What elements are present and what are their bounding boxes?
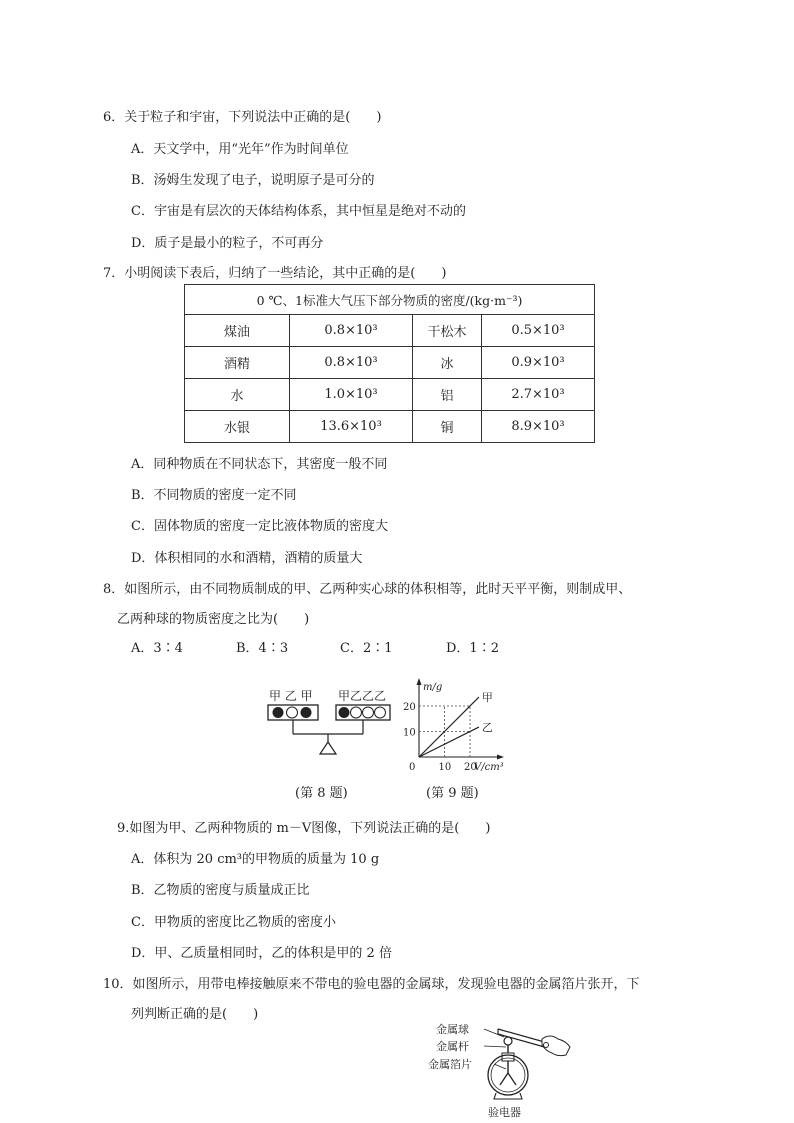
q8-option-a: A．3∶4 [131,641,183,656]
q6-option-b: B．汤姆生发现了电子，说明原子是可分的 [131,173,375,188]
table-cell: 0.5×10³ [482,315,595,347]
table-cell: 铜 [413,411,482,443]
table-cell: 铝 [413,379,482,411]
table-cell: 水 [185,379,290,411]
q7-stem: 7．小明阅读下表后，归纳了一些结论，其中正确的是( ) [103,266,447,281]
ball-jia [301,707,312,718]
y-tick-label: 10 [403,727,416,739]
label-metal-rod: 金属杆 [436,1040,469,1053]
hand-icon [542,1036,570,1056]
q9-option-c: C．甲物质的密度比乙物质的密度小 [131,915,336,930]
x-tick-label: 10 [438,762,452,773]
q8-stem-line2: 乙两种球的物质密度之比为( ) [117,612,310,627]
table-cell: 8.9×10³ [482,411,595,443]
series-label: 甲 [481,691,493,705]
q7-option-a: A．同种物质在不同状态下，其密度一般不同 [131,457,388,472]
q7-option-d: D．体积相同的水和酒精，酒精的质量大 [131,551,363,566]
q8-stem-line1: 8．如图所示，由不同物质制成的甲、乙两种实心球的体积相等，此时天平平衡，则制成甲、 [103,582,632,597]
metal-ball [504,1037,512,1045]
x-tick-label: 20 [464,762,477,773]
series-label: 乙 [481,721,493,735]
q10-stem-line1: 10．如图所示，用带电棒接触原来不带电的验电器的金属球，发现验电器的金属箔片张开，下 [103,977,640,992]
q7-option-c: C．固体物质的密度一定比液体物质的密度大 [131,519,388,534]
balance-figure-full [262,684,392,774]
ball-yi [375,707,386,718]
table-cell: 1.0×10³ [290,379,413,411]
q8-option-c: C．2∶1 [340,641,393,656]
table-row [185,411,595,443]
table-cell: 冰 [413,347,482,379]
metal-foil [500,1073,516,1085]
mv-graph [400,676,520,776]
q7-option-b: B．不同物质的密度一定不同 [131,488,297,503]
table-row [185,347,595,379]
ball-yi [351,707,362,718]
q10-stem-line2: 列判断正确的是( ) [131,1007,259,1022]
q6-stem: 6．关于粒子和宇宙，下列说法中正确的是( ) [103,110,382,125]
table-cell: 0.8×10³ [290,315,413,347]
table-cell: 水银 [185,411,290,443]
ball-jia [339,707,350,718]
table-row [185,379,595,411]
table-cell: 0.8×10³ [290,347,413,379]
ball-jia [273,707,284,718]
right-pan-label: 甲乙乙乙 [338,689,387,703]
electroscope-caption: 验电器 [488,1106,521,1119]
label-metal-foil: 金属箔片 [428,1058,472,1071]
table-cell: 煤油 [185,315,290,347]
ball-yi [363,707,374,718]
q9-stem: 9.如图为甲、乙两种物质的 m－V图像，下列说法正确的是( ) [117,821,491,836]
table-row [185,315,595,347]
left-pan-label: 甲 乙 甲 [269,689,313,703]
ball-yi [287,707,298,718]
q8-option-d: D．1∶2 [446,641,499,656]
table-cell: 酒精 [185,347,290,379]
q8-option-b: B．4∶3 [236,641,289,656]
density-table [184,284,595,443]
table-cell: 干松木 [413,315,482,347]
y-axis-label: m/g [423,682,443,693]
figure8-caption: (第 8 题) [295,786,348,801]
table-cell: 0.9×10³ [482,347,595,379]
figure9-caption: (第 9 题) [426,786,479,801]
q9-option-a: A．体积为 20 cm³的甲物质的质量为 10 g [131,852,380,867]
table-caption: 0 ℃、1标准大气压下部分物质的密度/(kg·m⁻³) [185,285,595,315]
label-metal-ball: 金属球 [436,1023,469,1036]
q6-option-a: A．天文学中，用“光年”作为时间单位 [131,142,349,157]
q6-option-d: D．质子是最小的粒子，不可再分 [131,236,324,251]
q6-option-c: C．宇宙是有层次的天体结构体系，其中恒星是绝对不动的 [131,204,466,219]
electroscope-figure [424,1017,584,1121]
x-tick-label: 0 [409,762,416,773]
table-cell: 2.7×10³ [482,379,595,411]
q9-option-b: B．乙物质的密度与质量成正比 [131,883,310,898]
q9-option-d: D．甲、乙质量相同时，乙的体积是甲的 2 倍 [131,946,392,961]
y-tick-label: 20 [403,702,416,713]
table-cell: 13.6×10³ [290,411,413,443]
x-axis-label: V/cm³ [474,762,504,773]
fulcrum [320,742,336,754]
